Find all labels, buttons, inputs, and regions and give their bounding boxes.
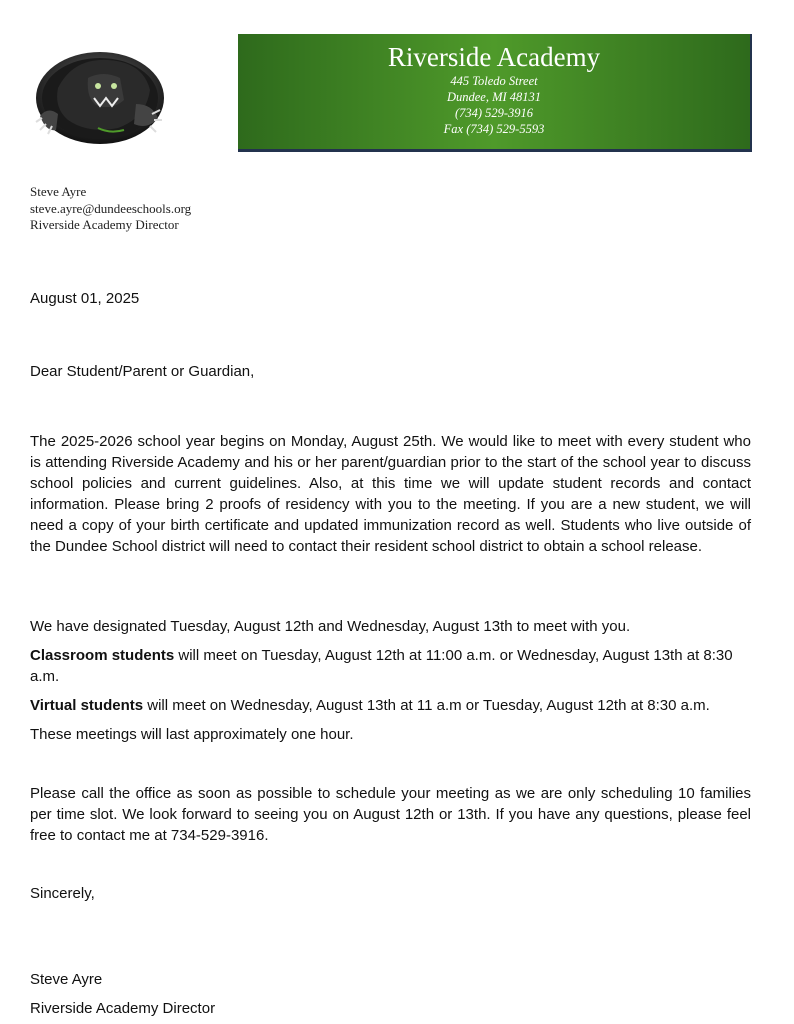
- classroom-schedule: [30, 645, 751, 687]
- meeting-duration: These meetings will last approximately one hour.: [30, 726, 354, 743]
- letter-designated-dates: We have designated Tuesday, August 12th and Wednesday, August 13th to meet with you.: [30, 618, 631, 635]
- school-address-street: 445 Toledo Street: [450, 74, 538, 88]
- virtual-text: will meet on Wednesday, August 13th at 11 a.m or Tuesday, August 12th at 8:30 a.m.: [143, 697, 710, 714]
- letter-paragraph-intro: The 2025-2026 school year begins on Monday, August 25th. We would like to meet with every student who is attending Riverside Academy and his or her parent/guardian prior to the start of the school year to discuss school policies and current guidelines. Also, at this time we will update student records and contact information. Please bring 2 proofs of residency with you to the meeting. If you are a new student, we will need a copy of your birth certificate and updated immunization record as well. Students who live outside of the Dundee School district will need to contact their resident school district to obtain a school release.: [30, 433, 751, 555]
- virtual-schedule: [30, 695, 751, 716]
- school-fax: Fax (734) 529-5593: [443, 122, 545, 136]
- sender-block: [30, 184, 191, 234]
- classroom-label: Classroom students: [30, 647, 175, 664]
- school-address-city: Dundee, MI 48131: [446, 90, 542, 104]
- school-phone: (734) 529-3916: [454, 106, 534, 120]
- letter-closing: Sincerely,: [30, 885, 95, 902]
- sender-title: Riverside Academy Director: [30, 217, 179, 232]
- sender-name: Steve Ayre: [30, 184, 87, 199]
- panther-mascot-icon: [28, 48, 168, 152]
- signature-name: Steve Ayre: [30, 971, 103, 988]
- signature-title: Riverside Academy Director: [30, 1000, 216, 1017]
- school-name: Riverside Academy: [387, 42, 601, 72]
- classroom-text: will meet on Tuesday, August 12th at 11:00 a.m. or Wednesday, August 13th at 8:30 a.m.: [30, 647, 733, 685]
- letter-paragraph-call: Please call the office as soon as possible to schedule your meeting as we are only scheduling 10 families per time slot. We look forward to seeing you on August 12th or 13th. If you have any questions, please feel free to contact me at 734-529-3916.: [30, 785, 751, 844]
- virtual-label: Virtual students: [30, 697, 144, 714]
- letter-date: August 01, 2025: [30, 290, 140, 307]
- school-header-banner: [238, 34, 752, 152]
- sender-email: steve.ayre@dundeeschools.org: [30, 200, 192, 216]
- letter-greeting: Dear Student/Parent or Guardian,: [30, 363, 255, 380]
